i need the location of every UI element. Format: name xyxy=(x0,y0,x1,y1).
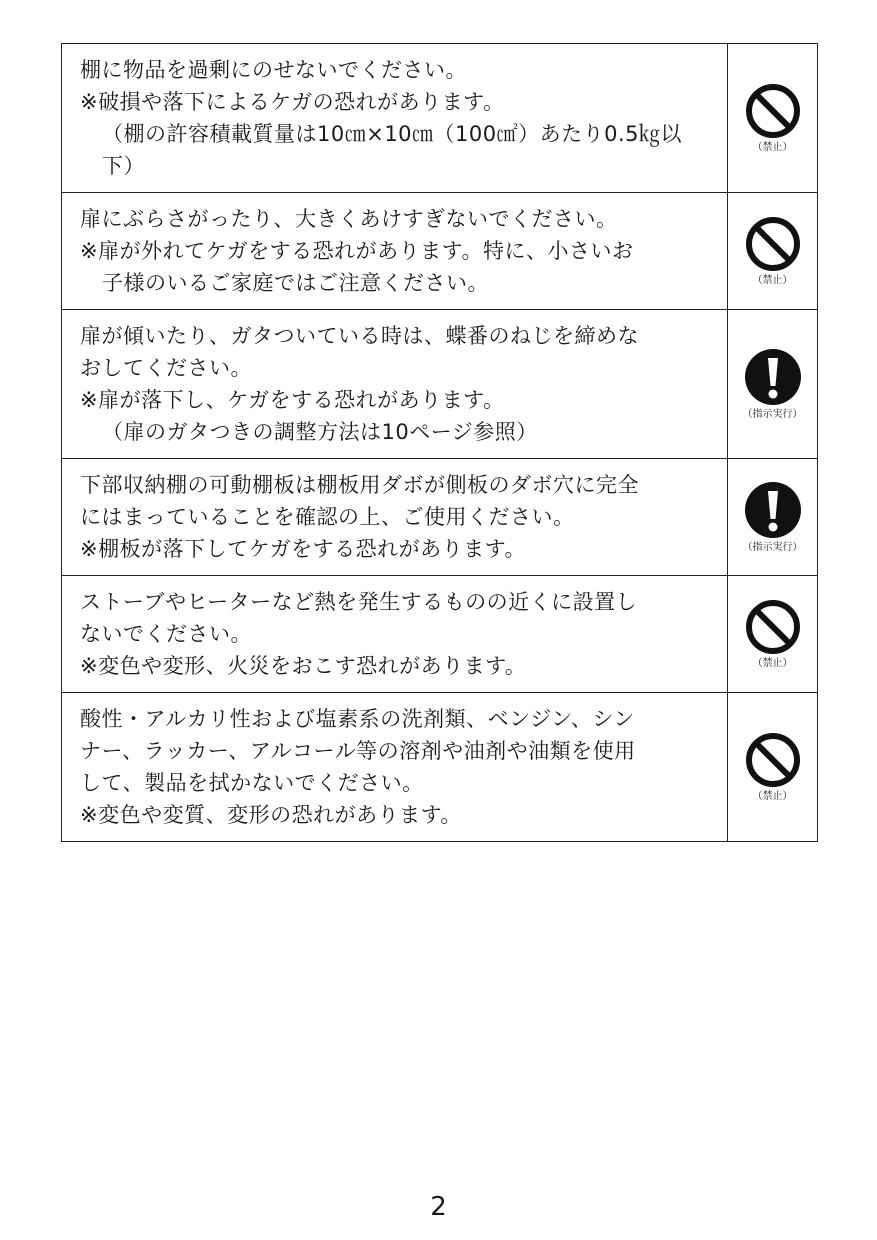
icon-caption: （指示実行） xyxy=(742,541,803,553)
warning-row xyxy=(62,459,818,576)
warning-text-line: ないでください。 xyxy=(80,622,252,646)
prohibition-icon xyxy=(728,732,817,803)
icon-caption: （禁止） xyxy=(752,790,793,802)
warning-text-line: 酸性・アルカリ性および塩素系の洗剤類、ベンジン、シン xyxy=(80,707,635,731)
icon-caption: （禁止） xyxy=(752,657,793,669)
warning-text-cell xyxy=(62,459,728,576)
warning-text-line: ※扉が落下し、ケガをする恐れがあります。 xyxy=(80,388,505,412)
warning-text-line: して、製品を拭かないでください。 xyxy=(80,771,424,795)
warning-rows xyxy=(62,44,818,842)
warning-text-line: 下部収納棚の可動棚板は棚板用ダボが側板のダボ穴に完全 xyxy=(80,473,639,497)
warning-row xyxy=(62,44,818,193)
warning-text-line: （棚の許容積載質量は10㎝×10㎝（100㎠）あたり0.5㎏以 xyxy=(102,122,683,146)
warning-icon-cell xyxy=(728,193,818,310)
warning-text-line: ナー、ラッカー、アルコール等の溶剤や油剤や油類を使用 xyxy=(80,739,636,763)
icon-caption: （禁止） xyxy=(752,141,793,153)
warning-text-line: ※変色や変形、火災をおこす恐れがあります。 xyxy=(80,654,527,678)
warning-text-line: 棚に物品を過剰にのせないでください。 xyxy=(80,58,467,82)
prohibition-icon xyxy=(728,216,817,287)
warning-text-line: ※扉が外れてケガをする恐れがあります。特に、小さいお xyxy=(80,239,634,263)
warning-text-line: 下） xyxy=(102,154,145,178)
warning-text-cell xyxy=(62,576,728,693)
mandatory-action-icon xyxy=(728,348,817,421)
warning-text-cell xyxy=(62,44,728,193)
warning-row xyxy=(62,193,818,310)
icon-caption: （指示実行） xyxy=(742,408,803,420)
warning-text-line: ※変色や変質、変形の恐れがあります。 xyxy=(80,803,462,827)
warning-text-cell xyxy=(62,693,728,842)
warning-text-line: ※棚板が落下してケガをする恐れがあります。 xyxy=(80,537,526,561)
prohibition-icon xyxy=(728,83,817,154)
page-number: 2 xyxy=(430,1192,447,1222)
warning-text-line: にはまっていることを確認の上、ご使用ください。 xyxy=(80,505,575,529)
warning-text-line: ストーブやヒーターなど熱を発生するものの近くに設置し xyxy=(80,590,638,614)
warning-icon-cell xyxy=(728,576,818,693)
mandatory-action-icon xyxy=(728,481,817,554)
warning-icon-cell xyxy=(728,310,818,459)
warning-row xyxy=(62,310,818,459)
warning-table xyxy=(61,43,818,842)
warning-text-line: （扉のガタつきの調整方法は10ページ参照） xyxy=(102,420,538,444)
prohibition-icon xyxy=(728,599,817,670)
warning-row xyxy=(62,576,818,693)
warning-icon-cell xyxy=(728,44,818,193)
warning-text-line: おしてください。 xyxy=(80,356,252,380)
warning-text-line: 子様のいるご家庭ではご注意ください。 xyxy=(102,271,489,295)
warning-text-line: 扉が傾いたり、ガタついている時は、蝶番のねじを締めな xyxy=(80,324,639,348)
warning-icon-cell xyxy=(728,459,818,576)
warning-row xyxy=(62,693,818,842)
warning-icon-cell xyxy=(728,693,818,842)
warning-text-cell xyxy=(62,193,728,310)
warning-text-line: ※破損や落下によるケガの恐れがあります。 xyxy=(80,90,505,114)
warning-text-line: 扉にぶらさがったり、大きくあけすぎないでください。 xyxy=(80,207,618,231)
icon-caption: （禁止） xyxy=(752,274,793,286)
warning-text-cell xyxy=(62,310,728,459)
